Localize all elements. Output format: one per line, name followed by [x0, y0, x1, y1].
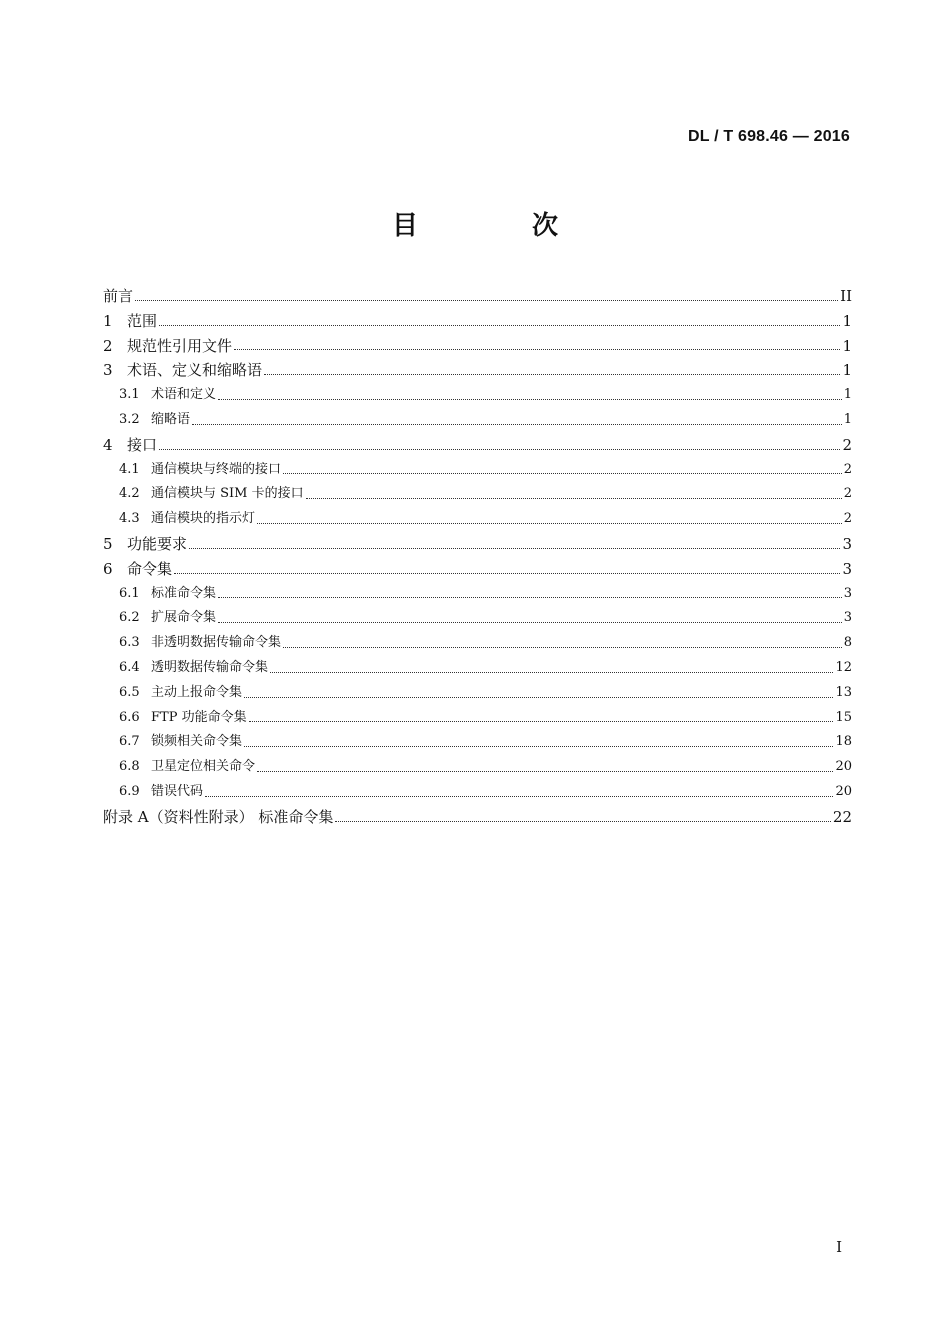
dot-leader — [270, 672, 833, 673]
toc-entry-number: 6.4 — [119, 659, 140, 675]
toc-entry[interactable] — [103, 582, 852, 607]
toc-entry[interactable] — [103, 482, 852, 507]
toc-entry[interactable] — [103, 681, 852, 706]
toc-entry-label: 范围 — [127, 311, 158, 330]
dot-leader — [335, 821, 831, 822]
toc-entry[interactable] — [103, 532, 852, 557]
toc-entry-label: 附录 A（资料性附录） 标准命令集 — [103, 807, 334, 826]
toc-entry-label: 缩略语 — [151, 411, 191, 427]
dot-leader — [244, 697, 833, 698]
toc-entry-page: 18 — [835, 734, 852, 750]
toc-entry-label: 规范性引用文件 — [127, 336, 233, 355]
toc-entry-number: 4.3 — [119, 511, 140, 527]
dot-leader — [283, 647, 842, 648]
dot-leader — [218, 399, 842, 400]
toc-entry-number: 6.1 — [119, 585, 140, 601]
toc-entry-label: 功能要求 — [127, 534, 188, 553]
toc-entry-page: II — [840, 287, 852, 305]
dot-leader — [257, 771, 833, 772]
dot-leader — [234, 349, 840, 350]
toc-entry-page: 2 — [843, 486, 852, 502]
toc-entry-page: 2 — [842, 435, 852, 454]
toc-entry[interactable] — [103, 383, 852, 408]
toc-entry-label: 锁频相关命令集 — [151, 734, 243, 750]
toc-entry-number: 3.2 — [119, 411, 140, 427]
toc-entry-page: 8 — [843, 635, 852, 651]
toc-entry-page: 1 — [843, 387, 852, 403]
toc-entry-page: 2 — [843, 461, 852, 477]
toc-entry-label: 透明数据传输命令集 — [151, 659, 269, 675]
toc-entry-page: 15 — [835, 709, 852, 725]
toc-entry-label: 命令集 — [127, 559, 173, 578]
dot-leader — [244, 746, 833, 747]
toc-entry-label: 前言 — [103, 287, 134, 305]
toc-entry[interactable] — [103, 433, 852, 458]
toc-entry-label: 错误代码 — [151, 783, 204, 799]
dot-leader — [159, 449, 840, 450]
toc-entry[interactable] — [103, 309, 852, 334]
toc-entry[interactable] — [103, 507, 852, 532]
toc-entry-number: 1 — [103, 311, 113, 330]
toc-entry[interactable] — [103, 284, 852, 309]
document-code: DL / T 698.46 — 2016 — [687, 128, 850, 145]
toc-title: 目 次 — [391, 211, 602, 241]
dot-leader — [205, 796, 833, 797]
toc-entry[interactable] — [103, 780, 852, 805]
toc-entry-label: 扩展命令集 — [151, 610, 217, 626]
toc-entry-page: 12 — [835, 659, 852, 675]
dot-leader — [218, 622, 842, 623]
toc-entry-page: 13 — [835, 684, 852, 700]
toc-entry-number: 6.6 — [119, 709, 140, 725]
dot-leader — [189, 548, 840, 549]
toc-entry-number: 4.1 — [119, 461, 140, 477]
toc-entry-number: 6 — [103, 559, 113, 578]
toc-entry-page: 22 — [832, 807, 852, 826]
dot-leader — [192, 424, 842, 425]
dot-leader — [174, 573, 840, 574]
dot-leader — [264, 374, 840, 375]
toc-entry-page: 2 — [843, 511, 852, 527]
toc-entry-number: 3.1 — [119, 387, 140, 403]
toc-entry[interactable] — [103, 458, 852, 483]
toc-entry-page: 1 — [842, 361, 852, 380]
toc-entry-number: 5 — [103, 534, 113, 553]
toc-entry-number: 6.9 — [119, 783, 140, 799]
toc-entry-label: 术语和定义 — [151, 387, 217, 403]
toc-entry-label: FTP 功能命令集 — [151, 709, 247, 725]
toc-entry-number: 6.7 — [119, 734, 140, 750]
toc-entry-label: 术语、定义和缩略语 — [127, 361, 263, 380]
dot-leader — [306, 498, 842, 499]
toc-entry-number: 2 — [103, 336, 113, 355]
toc-entry-page: 20 — [835, 783, 852, 799]
toc-entry[interactable] — [103, 706, 852, 731]
toc-entry-page: 3 — [843, 610, 852, 626]
toc-entry-page: 20 — [835, 759, 852, 775]
dot-leader — [257, 523, 842, 524]
toc-entry-page: 3 — [842, 534, 852, 553]
dot-leader — [159, 325, 840, 326]
toc-entry-number: 4 — [103, 435, 113, 454]
toc-entry[interactable] — [103, 805, 852, 830]
table-of-contents — [103, 284, 852, 830]
toc-entry-label: 接口 — [127, 435, 158, 454]
toc-entry[interactable] — [103, 631, 852, 656]
toc-entry-page: 1 — [842, 336, 852, 355]
toc-entry-label: 通信模块的指示灯 — [151, 511, 256, 527]
toc-entry-number: 3 — [103, 361, 113, 380]
toc-entry[interactable] — [103, 755, 852, 780]
dot-leader — [283, 473, 842, 474]
toc-entry-page: 1 — [842, 311, 852, 330]
dot-leader — [135, 300, 838, 301]
toc-entry-number: 6.3 — [119, 635, 140, 651]
toc-entry-label: 非透明数据传输命令集 — [151, 635, 282, 651]
toc-entry-number: 4.2 — [119, 486, 140, 502]
toc-entry-number: 6.2 — [119, 610, 140, 626]
toc-entry[interactable] — [103, 408, 852, 433]
toc-entry[interactable] — [103, 656, 852, 681]
dot-leader — [218, 597, 842, 598]
dot-leader — [249, 721, 834, 722]
toc-entry[interactable] — [103, 606, 852, 631]
toc-entry-label: 标准命令集 — [151, 585, 217, 601]
toc-entry[interactable] — [103, 334, 852, 359]
toc-entry[interactable] — [103, 557, 852, 582]
toc-entry-number: 6.5 — [119, 684, 140, 700]
toc-entry-label: 卫星定位相关命令 — [151, 759, 256, 775]
toc-entry-number: 6.8 — [119, 759, 140, 775]
toc-entry-label: 主动上报命令集 — [151, 684, 243, 700]
toc-entry-label: 通信模块与终端的接口 — [151, 461, 282, 477]
toc-entry[interactable] — [103, 730, 852, 755]
page-number: I — [836, 1238, 842, 1256]
toc-entry-page: 3 — [843, 585, 852, 601]
toc-entry-page: 3 — [842, 559, 852, 578]
toc-entry-label: 通信模块与 SIM 卡的接口 — [151, 486, 304, 502]
toc-entry-page: 1 — [843, 411, 852, 427]
toc-entry[interactable] — [103, 358, 852, 383]
